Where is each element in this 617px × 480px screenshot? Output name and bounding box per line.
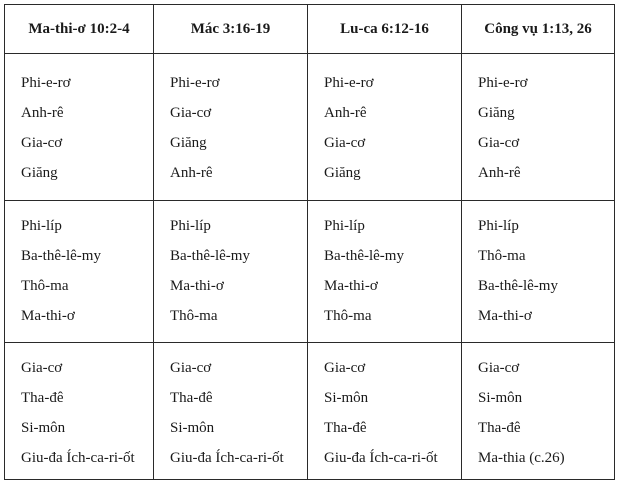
list-item: Anh-rê — [170, 165, 213, 181]
list-item: Giăng — [170, 135, 207, 151]
list-item: Thô-ma — [170, 308, 218, 324]
list-item: Anh-rê — [21, 105, 64, 121]
list-item: Ba-thê-lê-my — [170, 248, 250, 264]
list-item: Phi-e-rơ — [478, 75, 528, 91]
cell-luke-group-2 — [308, 201, 462, 343]
cell-acts-group-2 — [462, 201, 615, 343]
list-item: Ba-thê-lê-my — [324, 248, 404, 264]
list-item: Giu-đa Ích-ca-ri-ốt — [21, 450, 135, 466]
cell-mark-group-1 — [154, 54, 308, 201]
list-item: Ba-thê-lê-my — [21, 248, 101, 264]
list-item: Thô-ma — [21, 278, 69, 294]
cell-acts-group-1 — [462, 54, 615, 201]
list-item: Phi-e-rơ — [324, 75, 374, 91]
list-item: Thô-ma — [324, 308, 372, 324]
header-acts: Công vụ 1:13, 26 — [462, 5, 615, 54]
list-item: Giăng — [21, 165, 58, 181]
cell-mark-group-2 — [154, 201, 308, 343]
list-item: Tha-đê — [324, 420, 367, 436]
list-item: Giu-đa Ích-ca-ri-ốt — [324, 450, 438, 466]
list-item: Si-môn — [324, 390, 369, 406]
list-item: Phi-líp — [324, 218, 365, 234]
group-row-3 — [5, 343, 615, 480]
cell-mark-group-3 — [154, 343, 308, 480]
group-row-1 — [5, 54, 615, 201]
cell-matthew-group-3 — [5, 343, 154, 480]
list-item: Phi-líp — [21, 218, 62, 234]
apostle-lists-table — [4, 4, 615, 480]
list-item: Gia-cơ — [21, 135, 63, 151]
group-row-2 — [5, 201, 615, 343]
cell-matthew-group-2 — [5, 201, 154, 343]
list-item: Thô-ma — [478, 248, 526, 264]
list-item: Gia-cơ — [170, 105, 212, 121]
list-item: Tha-đê — [21, 390, 64, 406]
cell-acts-group-3 — [462, 343, 615, 480]
header-mark: Mác 3:16-19 — [154, 5, 308, 54]
list-item: Phi-e-rơ — [21, 75, 71, 91]
list-item: Si-môn — [21, 420, 66, 436]
list-item: Gia-cơ — [324, 360, 366, 376]
list-item: Si-môn — [170, 420, 215, 436]
header-row — [5, 5, 615, 54]
list-item: Ma-thi-ơ — [21, 308, 75, 324]
list-item: Gia-cơ — [170, 360, 212, 376]
list-item: Giăng — [478, 105, 515, 121]
list-item: Giu-đa Ích-ca-ri-ốt — [170, 450, 284, 466]
list-item: Phi-líp — [478, 218, 519, 234]
list-item: Gia-cơ — [21, 360, 63, 376]
list-item: Giăng — [324, 165, 361, 181]
list-item: Gia-cơ — [478, 360, 520, 376]
list-item: Ba-thê-lê-my — [478, 278, 558, 294]
cell-luke-group-1 — [308, 54, 462, 201]
list-item: Anh-rê — [478, 165, 521, 181]
list-item: Ma-thi-ơ — [478, 308, 532, 324]
header-matthew: Ma-thi-ơ 10:2-4 — [5, 5, 154, 54]
list-item: Gia-cơ — [324, 135, 366, 151]
header-luke: Lu-ca 6:12-16 — [308, 5, 462, 54]
list-item: Ma-thia (c.26) — [478, 450, 565, 466]
list-item: Anh-rê — [324, 105, 367, 121]
list-item: Tha-đê — [170, 390, 213, 406]
list-item: Phi-e-rơ — [170, 75, 220, 91]
cell-luke-group-3 — [308, 343, 462, 480]
list-item: Gia-cơ — [478, 135, 520, 151]
list-item: Tha-đê — [478, 420, 521, 436]
list-item: Si-môn — [478, 390, 523, 406]
cell-matthew-group-1 — [5, 54, 154, 201]
list-item: Ma-thi-ơ — [324, 278, 378, 294]
list-item: Ma-thi-ơ — [170, 278, 224, 294]
list-item: Phi-líp — [170, 218, 211, 234]
